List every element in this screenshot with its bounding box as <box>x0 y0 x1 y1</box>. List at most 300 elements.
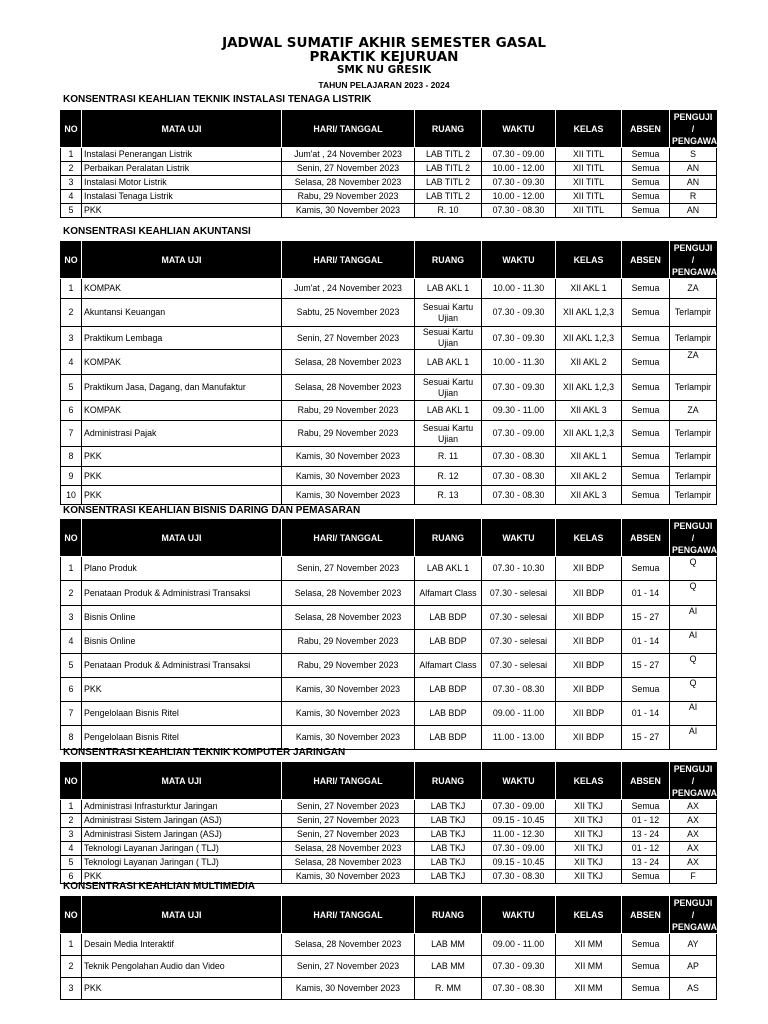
class: XII MM <box>556 956 622 978</box>
day-date: Selasa, 28 November 2023 <box>282 856 415 870</box>
row-number: 3 <box>61 828 82 842</box>
time: 10.00 - 11.30 <box>482 350 556 375</box>
class: XII TITL <box>556 204 622 218</box>
attendance: 01 - 12 <box>622 814 670 828</box>
column-header-no: NO <box>61 111 82 148</box>
subject-name: Praktikum Lembaga <box>82 327 282 350</box>
day-date: Kamis, 30 November 2023 <box>282 870 415 884</box>
subject-name: Instalasi Motor Listrik <box>82 176 282 190</box>
examiner: AN <box>670 162 717 176</box>
row-number: 3 <box>61 978 82 1000</box>
examiner: Terlampir <box>670 486 717 505</box>
day-date: Selasa, 28 November 2023 <box>282 176 415 190</box>
examiner: AI <box>670 702 717 726</box>
examiner: Terlampir <box>670 375 717 401</box>
room: LAB TKJ <box>415 856 482 870</box>
table-row <box>61 279 717 299</box>
subject-name: Teknologi Layanan Jaringan ( TLJ) <box>82 856 282 870</box>
table-row <box>61 702 717 726</box>
class: XII BDP <box>556 678 622 702</box>
attendance: Semua <box>622 678 670 702</box>
table-header-row <box>61 520 717 557</box>
row-number: 6 <box>61 870 82 884</box>
document-title: JADWAL SUMATIF AKHIR SEMESTER GASAL <box>222 35 546 51</box>
class: XII AKL 2 <box>556 350 622 375</box>
column-header-waktu: WAKTU <box>482 763 556 800</box>
day-date: Senin, 27 November 2023 <box>282 828 415 842</box>
day-date: Kamis, 30 November 2023 <box>282 486 415 505</box>
subject-name: Teknologi Layanan Jaringan ( TLJ) <box>82 842 282 856</box>
examiner: Terlampir <box>670 447 717 467</box>
attendance: Semua <box>622 447 670 467</box>
examiner: Terlampir <box>670 299 717 327</box>
room: LAB AKL 1 <box>415 401 482 421</box>
row-number: 4 <box>61 190 82 204</box>
row-number: 1 <box>61 934 82 956</box>
section-title: KONSENTRASI KEAHLIAN TEKNIK KOMPUTER JARINGAN <box>63 747 346 758</box>
class: XII TITL <box>556 176 622 190</box>
examiner: AP <box>670 956 717 978</box>
table-row <box>61 350 717 375</box>
examiner: Terlampir <box>670 421 717 447</box>
room: LAB TITL 2 <box>415 162 482 176</box>
subject-name: Bisnis Online <box>82 606 282 630</box>
schedule-table <box>60 241 723 505</box>
time: 07.30 - 09.00 <box>482 842 556 856</box>
column-header-mapel: MATA UJI <box>82 520 282 557</box>
row-number: 3 <box>61 176 82 190</box>
column-header-kelas: KELAS <box>556 897 622 934</box>
day-date: Kamis, 30 November 2023 <box>282 702 415 726</box>
row-number: 2 <box>61 162 82 176</box>
time: 11.00 - 13.00 <box>482 726 556 750</box>
day-date: Senin, 27 November 2023 <box>282 327 415 350</box>
column-header-waktu: WAKTU <box>482 897 556 934</box>
attendance: 01 - 14 <box>622 630 670 654</box>
time: 07.30 - 08.30 <box>482 678 556 702</box>
examiner: ZA <box>670 350 717 375</box>
examiner: AN <box>670 176 717 190</box>
attendance: Semua <box>622 279 670 299</box>
room: LAB AKL 1 <box>415 279 482 299</box>
subject-name: Instalasi Tenaga Listrik <box>82 190 282 204</box>
subject-name: Administrasi Sistem Jaringan (ASJ) <box>82 828 282 842</box>
table-row <box>61 630 717 654</box>
room: Sesuai Kartu Ujian <box>415 375 482 401</box>
column-header-ruang: RUANG <box>415 520 482 557</box>
examiner: AY <box>670 934 717 956</box>
room: R. 12 <box>415 467 482 486</box>
class: XII MM <box>556 934 622 956</box>
day-date: Senin, 27 November 2023 <box>282 162 415 176</box>
table-row <box>61 204 717 218</box>
table-row <box>61 606 717 630</box>
class: XII BDP <box>556 606 622 630</box>
time: 07.30 - 09.00 <box>482 148 556 162</box>
class: XII BDP <box>556 654 622 678</box>
time: 09.30 - 11.00 <box>482 401 556 421</box>
column-header-penguji: PENGUJI / PENGAWAS <box>670 763 717 800</box>
room: LAB BDP <box>415 678 482 702</box>
subject-name: Desain Media Interaktif <box>82 934 282 956</box>
column-header-penguji: PENGUJI / PENGAWAS <box>670 242 717 279</box>
table-row <box>61 814 717 828</box>
room: LAB TKJ <box>415 814 482 828</box>
attendance: Semua <box>622 327 670 350</box>
column-header-absen: ABSEN <box>622 520 670 557</box>
attendance: Semua <box>622 421 670 447</box>
column-header-mapel: MATA UJI <box>82 763 282 800</box>
room: LAB TKJ <box>415 870 482 884</box>
examiner: F <box>670 870 717 884</box>
attendance: Semua <box>622 870 670 884</box>
room: LAB BDP <box>415 630 482 654</box>
row-number: 2 <box>61 299 82 327</box>
room: LAB TKJ <box>415 800 482 814</box>
time: 09.15 - 10.45 <box>482 856 556 870</box>
time: 07.30 - selesai <box>482 654 556 678</box>
subject-name: Administrasi Infrasturktur Jaringan <box>82 800 282 814</box>
class: XII AKL 3 <box>556 401 622 421</box>
subject-name: Plano Produk <box>82 557 282 581</box>
time: 10.00 - 12.00 <box>482 162 556 176</box>
examiner: AX <box>670 856 717 870</box>
schedule-table <box>60 110 723 218</box>
day-date: Selasa, 28 November 2023 <box>282 842 415 856</box>
row-number: 8 <box>61 447 82 467</box>
table-row <box>61 557 717 581</box>
day-date: Kamis, 30 November 2023 <box>282 204 415 218</box>
time: 10.00 - 11.30 <box>482 279 556 299</box>
row-number: 1 <box>61 148 82 162</box>
column-header-ruang: RUANG <box>415 763 482 800</box>
class: XII AKL 3 <box>556 486 622 505</box>
examiner: S <box>670 148 717 162</box>
row-number: 5 <box>61 375 82 401</box>
table-row <box>61 327 717 350</box>
day-date: Senin, 27 November 2023 <box>282 956 415 978</box>
class: XII AKL 2 <box>556 467 622 486</box>
subject-name: Instalasi Penerangan Listrik <box>82 148 282 162</box>
room: LAB TITL 2 <box>415 190 482 204</box>
class: XII TKJ <box>556 828 622 842</box>
section-title: KONSENTRASI KEAHLIAN MULTIMEDIA <box>63 881 256 892</box>
attendance: Semua <box>622 557 670 581</box>
column-header-no: NO <box>61 897 82 934</box>
examiner: ZA <box>670 401 717 421</box>
examiner: Terlampir <box>670 467 717 486</box>
row-number: 1 <box>61 279 82 299</box>
class: XII TITL <box>556 190 622 204</box>
table-header-row <box>61 242 717 279</box>
subject-name: PKK <box>82 486 282 505</box>
table-row <box>61 828 717 842</box>
day-date: Selasa, 28 November 2023 <box>282 934 415 956</box>
time: 07.30 - 09.00 <box>482 800 556 814</box>
schedule-table <box>60 762 723 884</box>
day-date: Kamis, 30 November 2023 <box>282 978 415 1000</box>
attendance: Semua <box>622 162 670 176</box>
row-number: 10 <box>61 486 82 505</box>
class: XII AKL 1,2,3 <box>556 421 622 447</box>
class: XII BDP <box>556 581 622 606</box>
examiner: Q <box>670 654 717 678</box>
time: 09.15 - 10.45 <box>482 814 556 828</box>
class: XII BDP <box>556 557 622 581</box>
attendance: 13 - 24 <box>622 828 670 842</box>
class: XII TKJ <box>556 814 622 828</box>
column-header-mapel: MATA UJI <box>82 897 282 934</box>
attendance: 01 - 14 <box>622 581 670 606</box>
column-header-hari: HARI/ TANGGAL <box>282 111 415 148</box>
class: XII AKL 1,2,3 <box>556 299 622 327</box>
class: XII BDP <box>556 702 622 726</box>
table-row <box>61 421 717 447</box>
room: R. 11 <box>415 447 482 467</box>
class: XII AKL 1 <box>556 279 622 299</box>
column-header-no: NO <box>61 242 82 279</box>
subject-name: Penataan Produk & Administrasi Transaksi <box>82 581 282 606</box>
column-header-waktu: WAKTU <box>482 111 556 148</box>
examiner: AI <box>670 726 717 750</box>
day-date: Jum'at , 24 November 2023 <box>282 279 415 299</box>
column-header-hari: HARI/ TANGGAL <box>282 897 415 934</box>
examiner: AI <box>670 606 717 630</box>
attendance: 15 - 27 <box>622 654 670 678</box>
day-date: Jum'at , 24 November 2023 <box>282 148 415 162</box>
column-header-kelas: KELAS <box>556 111 622 148</box>
time: 07.30 - 09.30 <box>482 176 556 190</box>
room: LAB TITL 2 <box>415 176 482 190</box>
day-date: Sabtu, 25 November 2023 <box>282 299 415 327</box>
time: 07.30 - 09.30 <box>482 375 556 401</box>
room: LAB MM <box>415 934 482 956</box>
row-number: 4 <box>61 350 82 375</box>
room: R. 13 <box>415 486 482 505</box>
day-date: Rabu, 29 November 2023 <box>282 654 415 678</box>
column-header-ruang: RUANG <box>415 242 482 279</box>
row-number: 4 <box>61 842 82 856</box>
subject-name: KOMPAK <box>82 401 282 421</box>
day-date: Rabu, 29 November 2023 <box>282 401 415 421</box>
room: Sesuai Kartu Ujian <box>415 421 482 447</box>
time: 07.30 - selesai <box>482 606 556 630</box>
table-row <box>61 299 717 327</box>
column-header-mapel: MATA UJI <box>82 111 282 148</box>
column-header-no: NO <box>61 763 82 800</box>
subject-name: Pengelolaan Bisnis Ritel <box>82 702 282 726</box>
class: XII TKJ <box>556 870 622 884</box>
column-header-kelas: KELAS <box>556 242 622 279</box>
row-number: 4 <box>61 630 82 654</box>
class: XII TKJ <box>556 800 622 814</box>
attendance: Semua <box>622 934 670 956</box>
day-date: Selasa, 28 November 2023 <box>282 606 415 630</box>
attendance: Semua <box>622 299 670 327</box>
class: XII TITL <box>556 162 622 176</box>
day-date: Selasa, 28 November 2023 <box>282 581 415 606</box>
row-number: 7 <box>61 421 82 447</box>
attendance: Semua <box>622 978 670 1000</box>
room: R. 10 <box>415 204 482 218</box>
column-header-absen: ABSEN <box>622 242 670 279</box>
column-header-mapel: MATA UJI <box>82 242 282 279</box>
day-date: Senin, 27 November 2023 <box>282 814 415 828</box>
table-row <box>61 978 717 1000</box>
examiner: Terlampir <box>670 327 717 350</box>
examiner: Q <box>670 581 717 606</box>
row-number: 5 <box>61 654 82 678</box>
table-row <box>61 842 717 856</box>
subject-name: Praktikum Jasa, Dagang, dan Manufaktur <box>82 375 282 401</box>
time: 07.30 - 08.30 <box>482 486 556 505</box>
section-title: KONSENTRASI KEAHLIAN BISNIS DARING DAN PEMASARAN <box>63 505 361 516</box>
attendance: Semua <box>622 176 670 190</box>
subject-name: Administrasi Sistem Jaringan (ASJ) <box>82 814 282 828</box>
table-row <box>61 956 717 978</box>
time: 07.30 - selesai <box>482 581 556 606</box>
attendance: Semua <box>622 204 670 218</box>
time: 09.00 - 11.00 <box>482 934 556 956</box>
room: LAB BDP <box>415 702 482 726</box>
examiner: AX <box>670 828 717 842</box>
column-header-no: NO <box>61 520 82 557</box>
attendance: Semua <box>622 350 670 375</box>
column-header-penguji: PENGUJI / PENGAWAS <box>670 897 717 934</box>
row-number: 9 <box>61 467 82 486</box>
section-title: KONSENTRASI KEAHLIAN TEKNIK INSTALASI TENAGA LISTRIK <box>63 94 372 105</box>
table-row <box>61 581 717 606</box>
day-date: Selasa, 28 November 2023 <box>282 375 415 401</box>
column-header-absen: ABSEN <box>622 111 670 148</box>
column-header-waktu: WAKTU <box>482 520 556 557</box>
class: XII TITL <box>556 148 622 162</box>
examiner: AX <box>670 800 717 814</box>
subject-name: Teknik Pengolahan Audio dan Video <box>82 956 282 978</box>
room: R. MM <box>415 978 482 1000</box>
column-header-absen: ABSEN <box>622 763 670 800</box>
table-header-row <box>61 897 717 934</box>
day-date: Kamis, 30 November 2023 <box>282 726 415 750</box>
examiner: AN <box>670 204 717 218</box>
column-header-ruang: RUANG <box>415 897 482 934</box>
subject-name: PKK <box>82 467 282 486</box>
column-header-hari: HARI/ TANGGAL <box>282 242 415 279</box>
examiner: AI <box>670 630 717 654</box>
row-number: 2 <box>61 814 82 828</box>
room: LAB TKJ <box>415 828 482 842</box>
section-title: KONSENTRASI KEAHLIAN AKUNTANSI <box>63 226 251 237</box>
day-date: Kamis, 30 November 2023 <box>282 447 415 467</box>
column-header-kelas: KELAS <box>556 763 622 800</box>
row-number: 3 <box>61 606 82 630</box>
table-row <box>61 856 717 870</box>
table-row <box>61 726 717 750</box>
row-number: 6 <box>61 401 82 421</box>
examiner: Q <box>670 557 717 581</box>
table-row <box>61 800 717 814</box>
attendance: 01 - 14 <box>622 702 670 726</box>
examiner: Q <box>670 678 717 702</box>
class: XII AKL 1 <box>556 447 622 467</box>
subject-name: Bisnis Online <box>82 630 282 654</box>
column-header-penguji: PENGUJI / PENGAWAS <box>670 520 717 557</box>
column-header-penguji: PENGUJI / PENGAWAS <box>670 111 717 148</box>
attendance: Semua <box>622 800 670 814</box>
column-header-waktu: WAKTU <box>482 242 556 279</box>
room: Alfamart Class <box>415 581 482 606</box>
attendance: Semua <box>622 467 670 486</box>
table-row <box>61 486 717 505</box>
room: LAB BDP <box>415 726 482 750</box>
attendance: Semua <box>622 375 670 401</box>
attendance: Semua <box>622 956 670 978</box>
room: Sesuai Kartu Ujian <box>415 299 482 327</box>
academic-year: TAHUN PELAJARAN 2023 - 2024 <box>318 80 450 90</box>
day-date: Rabu, 29 November 2023 <box>282 630 415 654</box>
time: 07.30 - 08.30 <box>482 870 556 884</box>
day-date: Senin, 27 November 2023 <box>282 557 415 581</box>
row-number: 1 <box>61 800 82 814</box>
document-subtitle: PRAKTIK KEJURUAN <box>309 49 459 65</box>
table-row <box>61 934 717 956</box>
room: LAB AKL 1 <box>415 557 482 581</box>
column-header-kelas: KELAS <box>556 520 622 557</box>
table-row <box>61 678 717 702</box>
column-header-ruang: RUANG <box>415 111 482 148</box>
row-number: 5 <box>61 204 82 218</box>
room: LAB TITL 2 <box>415 148 482 162</box>
table-row <box>61 176 717 190</box>
room: LAB TKJ <box>415 842 482 856</box>
table-row <box>61 447 717 467</box>
school-name: SMK NU GRESIK <box>336 64 432 76</box>
attendance: Semua <box>622 148 670 162</box>
time: 07.30 - 09.00 <box>482 421 556 447</box>
subject-name: PKK <box>82 870 282 884</box>
subject-name: Administrasi Pajak <box>82 421 282 447</box>
table-row <box>61 162 717 176</box>
attendance: Semua <box>622 401 670 421</box>
column-header-hari: HARI/ TANGGAL <box>282 520 415 557</box>
subject-name: PKK <box>82 978 282 1000</box>
table-row <box>61 654 717 678</box>
examiner: AX <box>670 842 717 856</box>
time: 07.30 - 09.30 <box>482 327 556 350</box>
column-header-absen: ABSEN <box>622 897 670 934</box>
row-number: 7 <box>61 702 82 726</box>
attendance: Semua <box>622 190 670 204</box>
examiner: AS <box>670 978 717 1000</box>
row-number: 1 <box>61 557 82 581</box>
day-date: Senin, 27 November 2023 <box>282 800 415 814</box>
examiner: R <box>670 190 717 204</box>
class: XII TKJ <box>556 856 622 870</box>
class: XII TKJ <box>556 842 622 856</box>
table-row <box>61 190 717 204</box>
time: 07.30 - 09.30 <box>482 299 556 327</box>
table-row <box>61 401 717 421</box>
subject-name: Penataan Produk & Administrasi Transaksi <box>82 654 282 678</box>
attendance: 15 - 27 <box>622 606 670 630</box>
subject-name: PKK <box>82 447 282 467</box>
subject-name: PKK <box>82 204 282 218</box>
room: Alfamart Class <box>415 654 482 678</box>
examiner: AX <box>670 814 717 828</box>
subject-name: Pengelolaan Bisnis Ritel <box>82 726 282 750</box>
time: 09.00 - 11.00 <box>482 702 556 726</box>
class: XII BDP <box>556 630 622 654</box>
